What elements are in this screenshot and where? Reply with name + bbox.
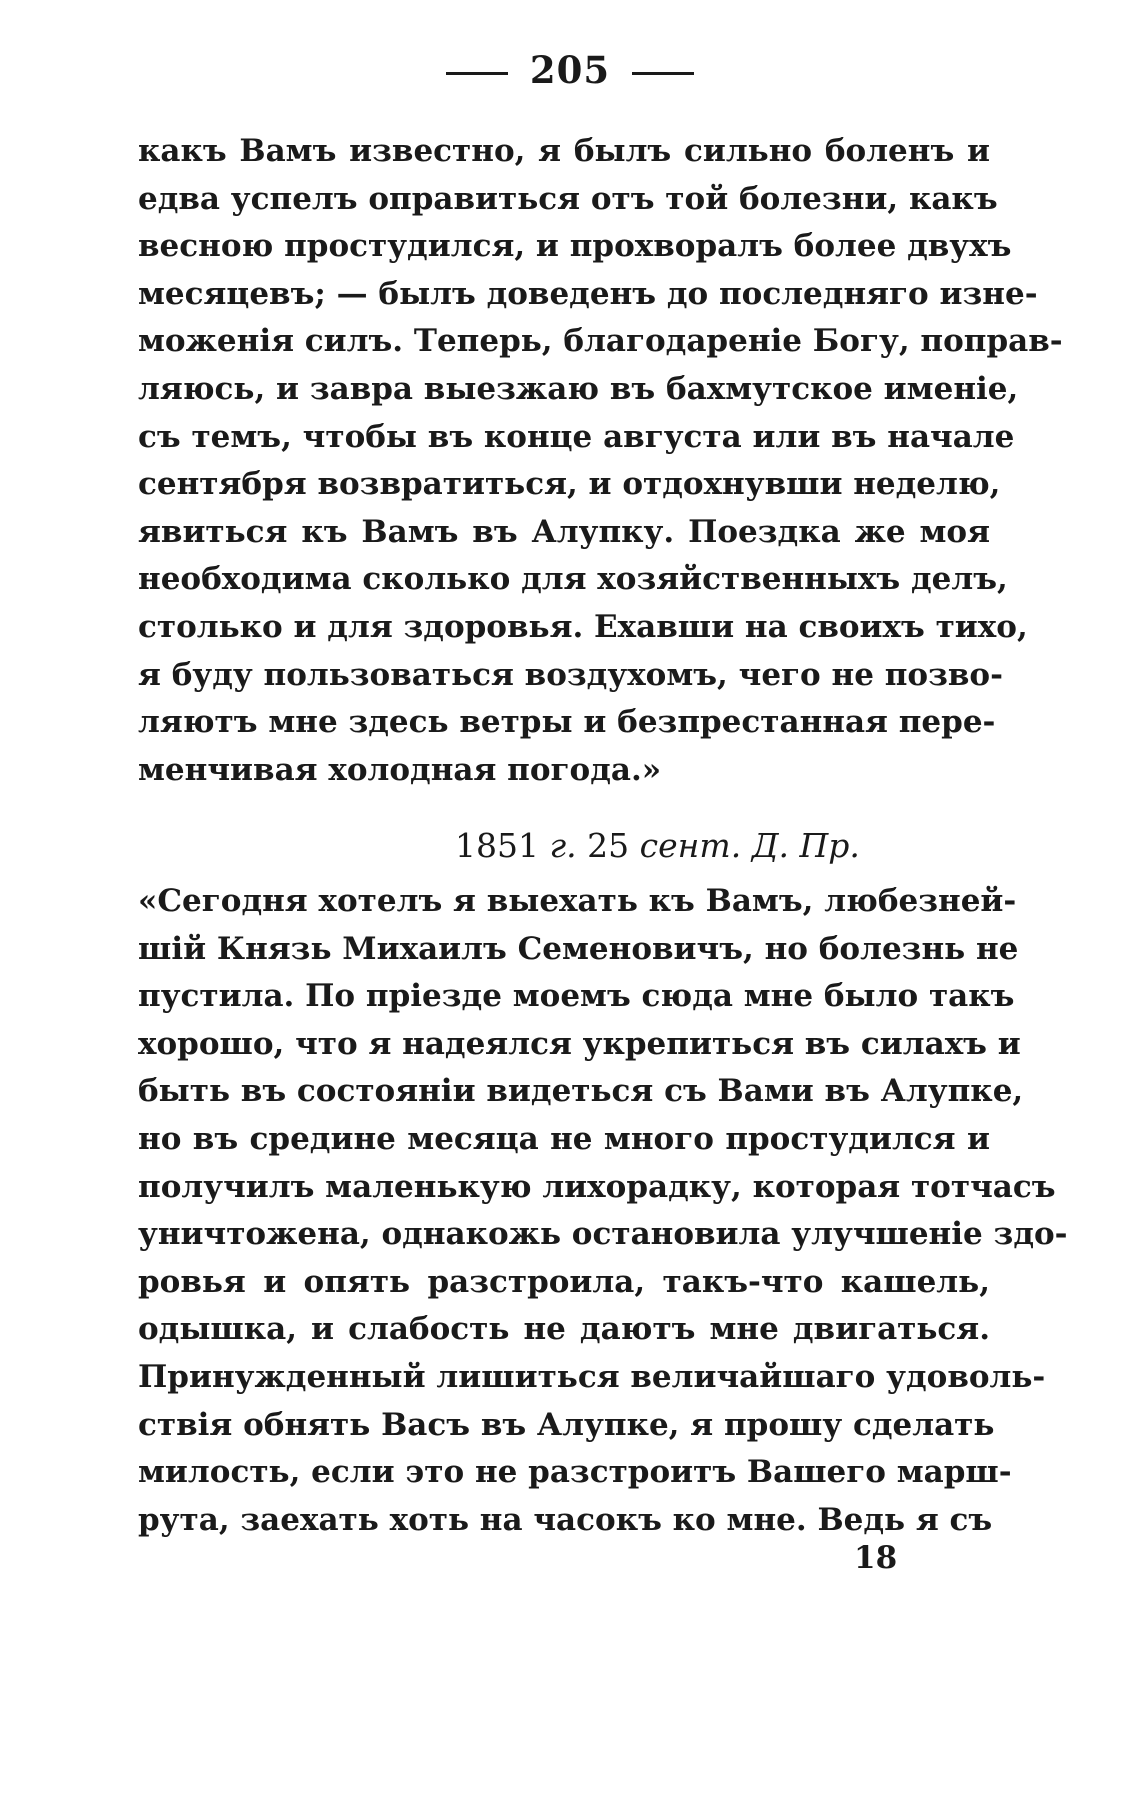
text-line: но въ средине месяца не много простудился и [138,1120,990,1157]
text-line: необходима сколько для хозяйственныхъ делъ, [138,561,1008,598]
text-line: моженія силъ. Теперь, благодареніе Богу, поправ- [138,323,1063,360]
letter-2-dateline [455,826,860,865]
text-line: месяцевъ; — былъ доведенъ до последняго изне- [138,275,1038,312]
letter-2-text [138,878,1068,1544]
text-line: Принужденный лишиться величайшаго удоволь- [138,1358,1046,1395]
text-line: столько и для здоровья. Ехавши на своихъ тихо, [138,608,1028,645]
running-head [0,48,1140,92]
letter-1-text [138,128,1063,794]
text-line: ляюсь, и завра выезжаю въ бахмутское именіе, [138,370,1019,407]
text-line: пустила. По пріезде моемъ сюда мне было такъ [138,978,1015,1015]
text-line: ровья и опять разстроила, такъ-что кашель, [138,1263,990,1300]
text-line: явиться къ Вамъ въ Алупку. Поездка же моя [138,513,990,550]
text-line: «Сегодня хотелъ я выехать къ Вамъ, любезней- [138,883,1017,919]
text-line: шій Князь Михаилъ Семеновичъ, но болезнь не [138,930,1019,967]
text-line: уничтожена, однакожь остановила улучшеніе здо- [138,1216,1068,1253]
text-line: менчивая холодная погода.» [138,751,662,788]
right-dash [632,72,694,75]
text-line: едва успелъ оправиться отъ той болезни, какъ [138,180,998,217]
text-line: хорошо, что я надеялся укрепиться въ силахъ и [138,1025,1021,1062]
text-line: милость, если это не разстроитъ Вашего марш- [138,1454,1012,1491]
text-line: съ темъ, чтобы въ конце августа или въ начале [138,418,1015,455]
text-line: рута, заехать хоть на часокъ ко мне. Ведь я съ [138,1501,993,1538]
signature-mark: 18 [854,1540,898,1576]
text-line: быть въ состояніи видеться съ Вами въ Алупке, [138,1073,1024,1110]
date-year: 1851 [455,826,539,865]
text-line: я буду пользоваться воздухомъ, чего не позво- [138,656,1003,693]
text-line: получилъ маленькую лихорадку, которая тотчасъ [138,1168,1056,1205]
page-number: 205 [529,48,611,92]
text-line: какъ Вамъ известно, я былъ сильно боленъ и [138,133,990,169]
text-line: ляютъ мне здесь ветры и безпрестанная пере- [138,704,996,741]
left-dash [446,72,508,75]
text-line: одышка, и слабость не даютъ мне двигаться. [138,1311,990,1348]
text-line: весною простудился, и прохворалъ более двухъ [138,228,1012,265]
date-year-suffix: г. [549,826,577,865]
text-line: сентября возвратиться, и отдохнувши неделю, [138,466,1001,503]
text-line: ствія обнять Васъ въ Алупке, я прошу сделать [138,1406,995,1443]
letter-author: Д. Пр. [751,826,860,865]
date-month: сент. [639,826,742,865]
date-day: 25 [587,826,630,865]
